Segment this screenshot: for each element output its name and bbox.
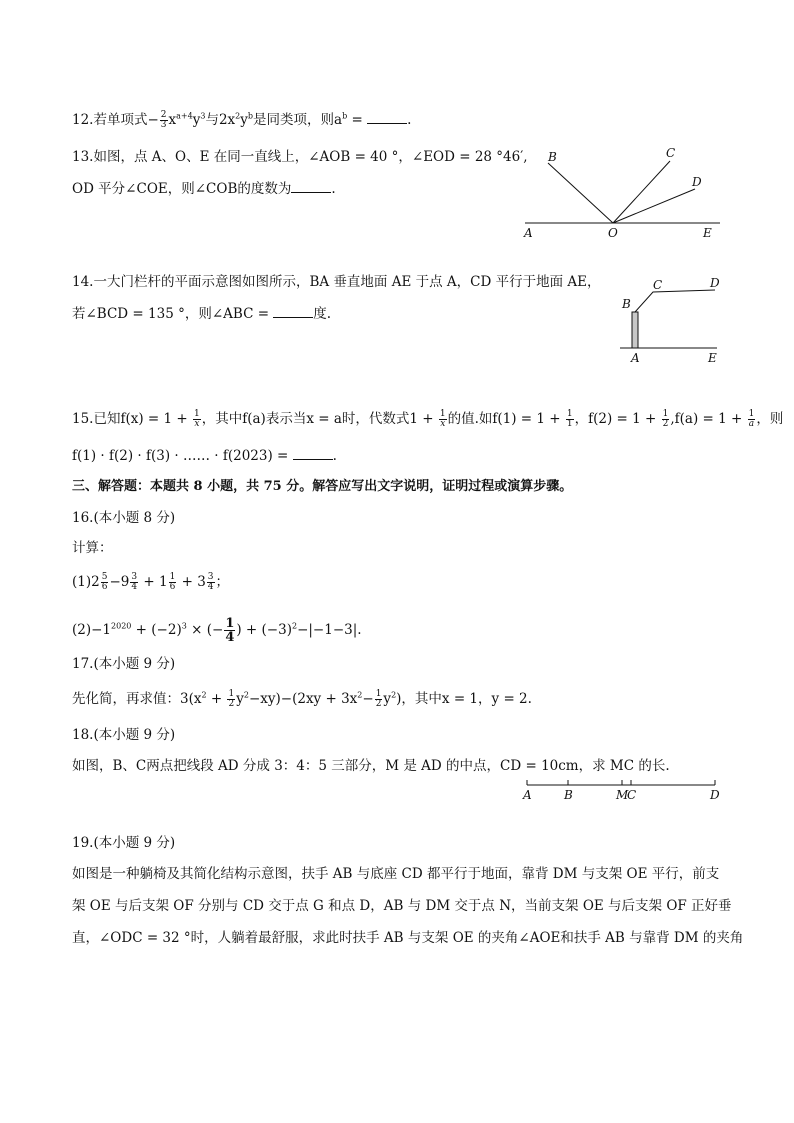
label-D: D	[710, 788, 720, 802]
label-B: B	[622, 297, 631, 311]
label-B: B	[564, 788, 573, 802]
answer-blank[interactable]	[273, 303, 313, 318]
label-D: D	[692, 175, 702, 189]
label-A: A	[631, 351, 640, 365]
ray-OB	[548, 163, 613, 223]
question-14-line-1: 14.一大门栏杆的平面示意图如图所示，BA 垂直地面 AE 于点 A，CD 平行于地面 AE，	[72, 274, 601, 290]
question-16-instruction: 计算：	[72, 540, 113, 556]
question-18-body: 如图，B、C两点把线段 AD 分成 3：4：5 三部分，M 是 AD 的中点，CD = 10cm，求 MC 的长.	[72, 758, 670, 774]
fraction: $\frac{2}{3}$	[160, 110, 167, 130]
question-number: 12.	[72, 112, 94, 128]
question-18-heading: 18.(本小题 9 分)	[72, 727, 176, 743]
answer-blank[interactable]	[293, 445, 333, 460]
label-M: M	[616, 788, 629, 802]
question-13-line-2: OD 平分∠COE，则∠COB的度数为 .	[72, 178, 336, 199]
question-16-heading: 16.(本小题 8 分)	[72, 510, 176, 526]
question-13-line-1: 13.如图，点 A、O、E 在同一直线上，∠AOB = 40 °，∠EOD = 28 °46′,	[72, 149, 528, 165]
question-14-line-2: 若∠BCD = 135 °，则∠ABC = 度.	[72, 303, 331, 324]
figure-q14-gate	[615, 272, 725, 367]
ray-OC	[613, 161, 670, 223]
question-17-body: 先化简，再求值：$3(x^2$ + $\frac{1}{2}$ $y^2-xy)-(2xy + 3x^2-$ $\frac{1}{2}$ $y^2$)，其中x = 1，y = 2.	[72, 689, 532, 709]
question-19-heading: 19.(本小题 9 分)	[72, 835, 176, 851]
question-15-line-2: f(1) · f(2) · f(3) · …… · f(2023) = .	[72, 445, 337, 466]
label-C: C	[666, 146, 676, 160]
label-B: B	[548, 150, 557, 164]
bar-BCD	[635, 290, 715, 312]
answer-blank[interactable]	[291, 178, 331, 193]
answer-blank[interactable]	[367, 109, 407, 124]
question-16-part-2: $(2)-1^{2020} + (-2)^3$ × (− $\frac{1}{4}$ ) + $(-3)^2-|-1-3|$.	[72, 616, 362, 645]
figure-q18-segment	[520, 778, 725, 804]
label-O: O	[608, 226, 618, 240]
question-19-line-1: 如图是一种躺椅及其简化结构示意图，扶手 AB 与底座 CD 都平行于地面，靠背 DM 与支架 OE 平行，前支	[72, 866, 720, 882]
question-17-heading: 17.(本小题 9 分)	[72, 656, 176, 672]
label-E: E	[708, 351, 717, 365]
label-C: C	[627, 788, 637, 802]
question-19-line-3: 直，∠ODC = 32 °时，人躺着最舒服，求此时扶手 AB 与支架 OE 的夹角∠AOE和扶手 AB 与靠背 DM 的夹角	[72, 930, 744, 946]
label-C: C	[653, 278, 663, 292]
label-A: A	[523, 788, 532, 802]
question-12: 12.若单项式− $\frac{2}{3}$ $x^{a+4}y^3$与$2x^2y^b$是同类项，则$a^b$ = .	[72, 110, 412, 130]
post-BA	[632, 312, 638, 348]
label-D: D	[710, 276, 720, 290]
question-16-part-1: (1)2 $\frac{5}{6}$ −9 $\frac{3}{4}$ + 1 $\frac{1}{6}$ + 3 $\frac{3}{4}$ ；	[72, 572, 230, 592]
label-A: A	[524, 226, 533, 240]
figure-q13-angles	[520, 145, 730, 240]
label-E: E	[703, 226, 712, 240]
question-15-line-1: 15.已知f(x) = 1 + $\frac{1}{x}$ ，其中f(a)表示当x = a时，代数式1 + $\frac{1}{x}$ 的值.如f(1) = 1 + $\frac{1}{1}$ ，f(2) = 1 + $\frac{1}{2}$ ,f(a) = 1 + $\frac{1}{a}$ ，则	[72, 409, 784, 429]
section-heading: 三、解答题：本题共 8 小题，共 75 分。解答应写出文字说明，证明过程或演算步骤。	[72, 479, 573, 494]
ray-OD	[613, 189, 695, 223]
question-19-line-2: 架 OE 与后支架 OF 分别与 CD 交于点 G 和点 D，AB 与 DM 交于点 N，当前支架 OE 与后支架 OF 正好垂	[72, 898, 732, 914]
